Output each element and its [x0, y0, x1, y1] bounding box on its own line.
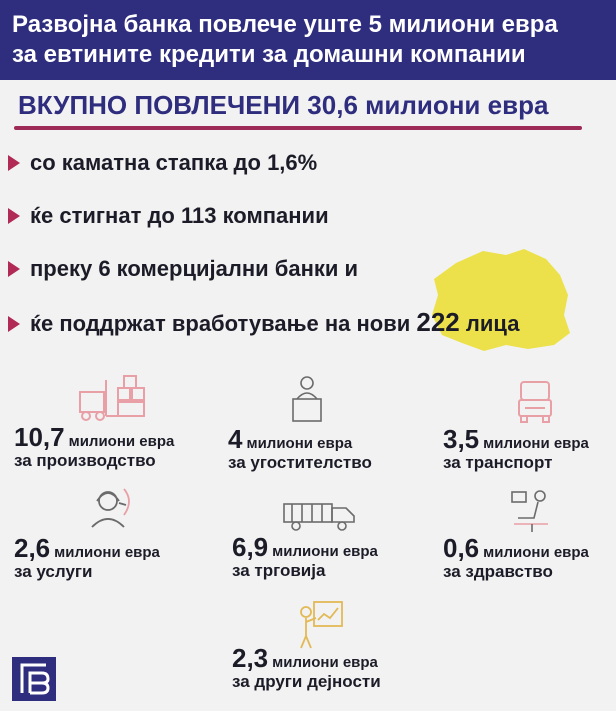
dentist-chair-icon — [508, 488, 554, 534]
total-amount-heading: ВКУПНО ПОВЛЕЧЕНИ 30,6 милиони евра — [18, 90, 549, 120]
stat-amount: 6,9 — [232, 532, 269, 562]
bullet-text: преку 6 комерцијални банки и — [30, 256, 359, 281]
receptionist-icon — [290, 375, 324, 423]
bullet-arrow-icon — [8, 155, 20, 171]
stat-unit: милиони евра — [68, 433, 175, 450]
bullet-companies — [8, 203, 329, 229]
bullet-banks — [8, 256, 358, 282]
stat-sector: за транспорт — [443, 453, 553, 472]
stat-unit: милиони евра — [483, 544, 589, 561]
header-banner — [0, 0, 616, 80]
stat-sector: за трговија — [232, 561, 326, 580]
stat-unit: милиони евра — [272, 543, 378, 560]
stat-amount: 3,5 — [443, 424, 480, 454]
stat-sector: за угостителство — [228, 453, 372, 472]
stat-unit: милиони евра — [272, 654, 378, 671]
bullet-arrow-icon — [8, 208, 20, 224]
bullet-interest-rate — [8, 150, 317, 176]
stat-sector: за производство — [14, 451, 156, 470]
employment-count: 222 — [416, 307, 460, 337]
stat-services — [14, 533, 160, 582]
stat-unit: милиони евра — [246, 435, 353, 452]
total-underline-divider — [14, 126, 582, 130]
stat-unit: милиони евра — [483, 435, 589, 452]
bullet-text: ќе поддржат вработување на нови — [30, 311, 411, 336]
stat-amount: 0,6 — [443, 533, 480, 563]
bullet-text: ќе стигнат до 113 компании — [30, 203, 329, 228]
stat-production — [14, 422, 174, 471]
header-title-line-2: за евтините кредити за домашни компании — [12, 41, 526, 68]
bullet-arrow-icon — [8, 316, 20, 332]
stat-other-activities — [232, 643, 381, 692]
stat-amount: 2,6 — [14, 533, 51, 563]
truck-front-icon — [515, 378, 555, 424]
bullet-text-suffix: лица — [465, 311, 520, 336]
stat-hospitality — [228, 424, 372, 473]
bullet-text: со каматна стапка до 1,6% — [30, 150, 318, 175]
stat-sector: за услуги — [14, 562, 93, 581]
stat-sector: за здравство — [443, 562, 553, 581]
stat-amount: 10,7 — [14, 422, 65, 452]
stat-amount: 2,3 — [232, 643, 269, 673]
headset-operator-icon — [88, 483, 134, 529]
macedonia-map-icon — [428, 245, 573, 355]
stat-healthcare — [443, 533, 589, 582]
stat-unit: милиони евра — [54, 544, 160, 561]
bank-logo-icon — [12, 657, 56, 701]
stat-amount: 4 — [228, 424, 243, 454]
bullet-employment — [8, 307, 519, 338]
bullet-arrow-icon — [8, 261, 20, 277]
stat-trade — [232, 532, 378, 581]
stat-sector: за други дејности — [232, 672, 381, 691]
stat-transport — [443, 424, 589, 473]
header-title-line-1: Развојна банка повлече уште 5 милиони евра — [12, 11, 558, 38]
forklift-icon — [78, 372, 148, 422]
delivery-truck-icon — [282, 498, 356, 532]
